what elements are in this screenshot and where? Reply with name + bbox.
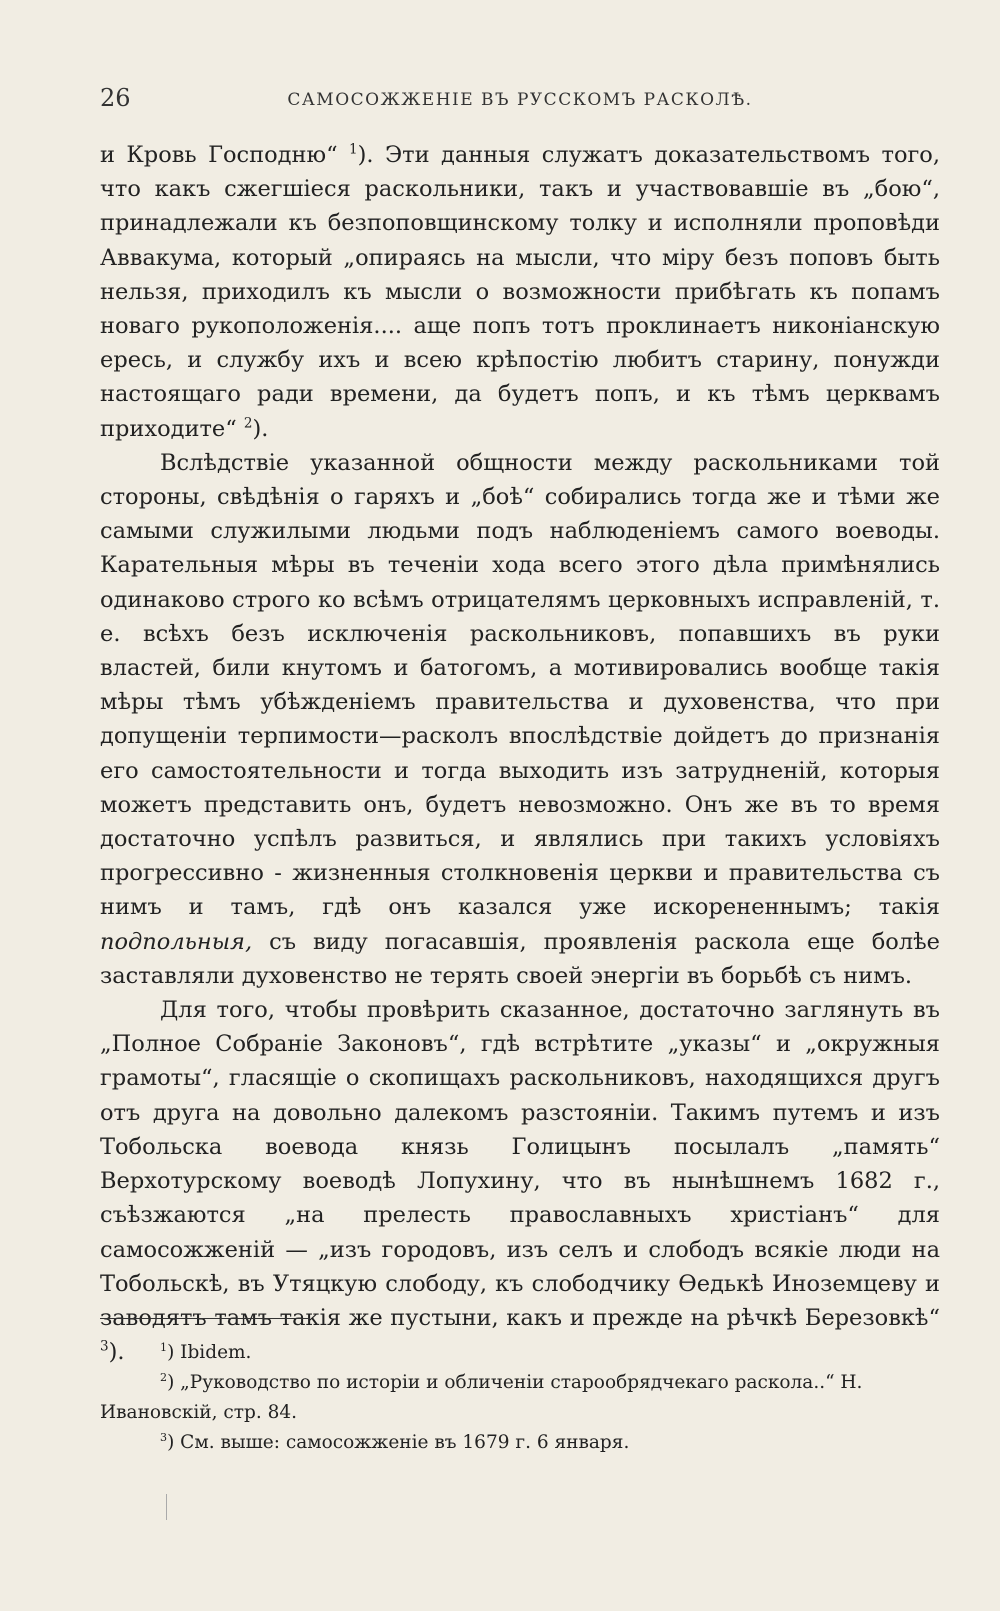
footnote-ref-1: 1 — [349, 141, 358, 158]
footnote-mark-1: 1 — [160, 1340, 168, 1354]
footnotes — [100, 1338, 940, 1458]
footnote-mark-3: 3 — [160, 1430, 168, 1444]
footnote-3-text: ) См. выше: самосожженіе въ 1679 г. 6 января. — [167, 1432, 630, 1453]
footnote-mark-2: 2 — [160, 1370, 168, 1384]
paragraph-3-text-b: ). — [108, 1339, 125, 1366]
paragraph-2-italic: подпольныя, — [100, 928, 253, 955]
running-title: САМОСОЖЖЕНІЕ ВЪ РУССКОМЪ РАСКОЛѢ. — [287, 90, 753, 110]
footnote-1-text: ) Ibidem. — [167, 1342, 252, 1363]
footnote-3 — [100, 1428, 940, 1458]
paragraph-2 — [100, 446, 940, 993]
paragraph-1-text-a: и Кровь Господню“ — [100, 142, 350, 168]
paragraph-2-text-b: съ виду погасавшія, проявленія раскола еще болѣе заставляли духовенство не терять своей энергіи въ борьбѣ съ нимъ. — [100, 928, 940, 989]
paragraph-1-text-b: ). Эти данныя служатъ доказательствомъ того, что какъ сжегшіеся раскольники, такъ и участвовавшіе въ „бою“, принадлежали къ безпоповщинскому толку и исполняли проповѣди Аввакума, который „опираясь на мысли, что міру безъ поповъ быть нельзя, приходилъ къ мысли о возможности прибѣгать къ попамъ новаго рукоположенія.... аще попъ тотъ проклинаетъ никоніанскую ересь, и службу ихъ и всею крѣпостію любитъ старину, понужди настоящаго ради времени, да будетъ попъ, и къ тѣмъ церквамъ приходите“ — [100, 142, 940, 442]
page-header — [100, 84, 940, 114]
body-text — [100, 138, 940, 1369]
printer-mark — [166, 1494, 173, 1520]
footnote-2 — [100, 1368, 940, 1428]
footnote-2-text: ) „Руководство по исторіи и обличеніи старообрядчекаго раскола..“ Н. Ивановскій, стр. 84. — [100, 1372, 863, 1423]
footnote-ref-3: 3 — [100, 1338, 109, 1355]
paragraph-1 — [100, 138, 940, 446]
footnote-ref-2: 2 — [243, 415, 253, 432]
footnote-rule — [100, 1318, 310, 1319]
paragraph-3-text-a: Для того, чтобы провѣрить сказанное, достаточно заглянуть въ „Полное Собраніе Законовъ“, гдѣ встрѣтите „указы“ и „окружныя грамоты“, гласящіе о скопищахъ раскольниковъ, находящихся другъ отъ друга на довольно далекомъ разстояніи. Такимъ путемъ и изъ Тобольска воевода князь Голицынъ посылалъ „память“ Верхотурскому воеводѣ Лопухину, что въ нынѣшнемъ 1682 г., съѣзжаются „на прелесть православныхъ христіанъ“ для самосожженій — „изъ городовъ, изъ селъ и слободъ всякіе люди на Тобольскѣ, въ Утяцкую слободу, къ слободчику Ѳедькѣ Иноземцеву и заводятъ тамъ такія же пустыни, какъ и прежде на рѣчкѣ Березовкѣ“ — [100, 997, 940, 1331]
paragraph-3 — [100, 993, 940, 1369]
page-number: 26 — [100, 84, 131, 112]
footnote-1 — [100, 1338, 940, 1368]
paragraph-1-text-c: ). — [252, 415, 269, 442]
paragraph-2-text-a: Вслѣдствіе указанной общности между раскольниками той стороны, свѣдѣнія о гаряхъ и „боѣ“ собирались тогда же и тѣми же самыми служилыми людьми подъ наблюденіемъ самого воеводы. Карательныя мѣры въ теченіи хода всего этого дѣла примѣнялись одинаково строго ко всѣмъ отрицателямъ церковныхъ исправленій, т. е. всѣхъ безъ исключенія раскольниковъ, попавшихъ въ руки властей, били кнутомъ и батогомъ, а мотивировались вообще такія мѣры тѣмъ убѣжденіемъ правительства и духовенства, что при допущеніи терпимости—расколъ впослѣдствіе дойдетъ до признанія его самостоятельности и тогда выходить изъ затрудненій, которыя можетъ представить онъ, будетъ невозможно. Онъ же въ то время достаточно успѣлъ развиться, и являлись при такихъ условіяхъ прогрессивно - жизненныя столкновенія церкви и правительства съ нимъ и тамъ, гдѣ онъ казался уже искорененнымъ; такія — [100, 449, 940, 921]
